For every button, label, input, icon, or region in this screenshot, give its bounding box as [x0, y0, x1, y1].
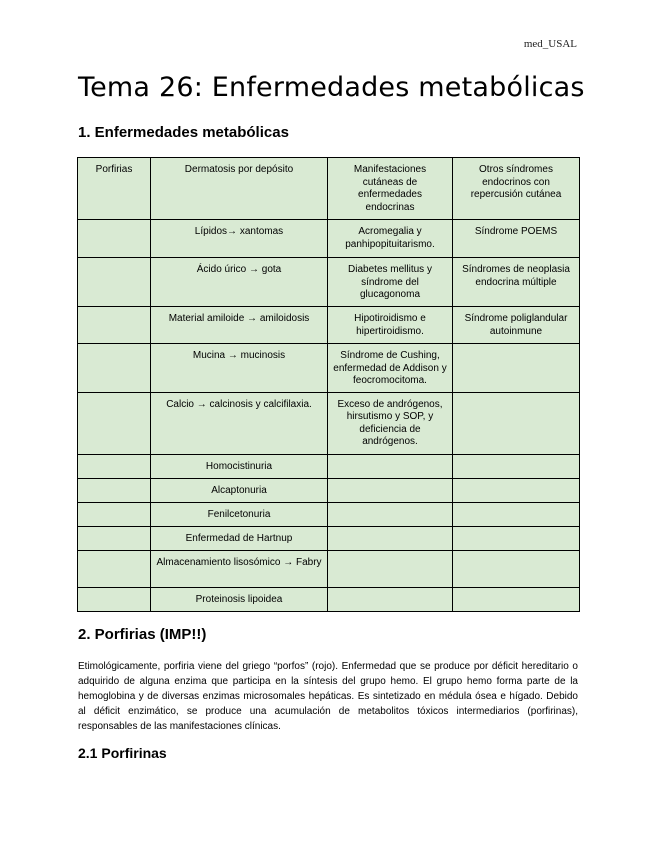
- table-cell: Diabetes mellitus y síndrome del glucagonoma: [328, 258, 453, 307]
- page-title: Tema 26: Enfermedades metabólicas: [78, 72, 585, 103]
- table-row: [78, 392, 580, 454]
- table-cell: [328, 454, 453, 478]
- section-heading-1: 1. Enfermedades metabólicas: [78, 124, 289, 141]
- table-row: [78, 502, 580, 526]
- table-cell: [78, 392, 151, 454]
- table-cell: Enfermedad de Hartnup: [151, 526, 328, 550]
- table-cell: [78, 526, 151, 550]
- table-row: [78, 307, 580, 344]
- table-cell: Síndrome de Cushing, enfermedad de Addison y feocromocitoma.: [328, 344, 453, 393]
- table-cell: [328, 478, 453, 502]
- table-cell: Calcio → calcinosis y calcifilaxia.: [151, 392, 328, 454]
- table-header-cell: Dermatosis por depósito: [151, 158, 328, 220]
- table-cell: [78, 550, 151, 587]
- table-cell: Mucina → mucinosis: [151, 344, 328, 393]
- table-row: [78, 478, 580, 502]
- table-row: [78, 344, 580, 393]
- table-cell: [78, 307, 151, 344]
- table-row: [78, 550, 580, 587]
- table-header-row: [78, 158, 580, 220]
- table-cell: [453, 526, 580, 550]
- table-cell: Acromegalia y panhipopituitarismo.: [328, 220, 453, 258]
- porfirias-paragraph: Etimológicamente, porfiria viene del griego “porfos” (rojo). Enfermedad que se produce por déficit hereditario o adquirido de alguna enzima que participa en la síntesis del grupo hemo. El grupo hemo forma parte de la hemoglobina y de diversas enzimas microsomales hepáticas. Es sintetizado en médula ósea e hígado. Debido al déficit enzimático, se produce una acumulación de metabolitos tóxicos intermediarios (porfirinas), responsables de las manifestaciones clínicas.: [78, 661, 578, 732]
- table-cell: Exceso de andrógenos, hirsutismo y SOP, y deficiencia de andrógenos.: [328, 392, 453, 454]
- table-cell: Síndromes de neoplasia endocrina múltiple: [453, 258, 580, 307]
- table-cell: Síndrome poliglandular autoinmune: [453, 307, 580, 344]
- table-cell: [78, 454, 151, 478]
- table-header-cell: Porfirias: [78, 158, 151, 220]
- table-cell: Almacenamiento lisosómico → Fabry: [151, 550, 328, 587]
- table-cell: [328, 587, 453, 611]
- table-cell: Material amiloide → amiloidosis: [151, 307, 328, 344]
- table-cell: [78, 220, 151, 258]
- table-row: [78, 258, 580, 307]
- header-note: med_USAL: [523, 38, 577, 50]
- table-cell: [453, 344, 580, 393]
- table-cell: [453, 502, 580, 526]
- section-heading-2: 2. Porfirias (IMP!!): [78, 626, 207, 643]
- table-row: [78, 526, 580, 550]
- table-cell: Lípidos→ xantomas: [151, 220, 328, 258]
- table-cell: [453, 550, 580, 587]
- table-cell: [328, 502, 453, 526]
- table-header-cell: Manifestaciones cutáneas de enfermedades endocrinas: [328, 158, 453, 220]
- table-cell: [453, 392, 580, 454]
- table-cell: [453, 587, 580, 611]
- table-cell: Fenilcetonuria: [151, 502, 328, 526]
- table-cell: Homocistinuria: [151, 454, 328, 478]
- table-cell: Alcaptonuria: [151, 478, 328, 502]
- table-cell: [78, 478, 151, 502]
- table-cell: [453, 478, 580, 502]
- table-cell: [78, 258, 151, 307]
- table-cell: [453, 454, 580, 478]
- table-cell: Hipotiroidismo e hipertiroidismo.: [328, 307, 453, 344]
- table-header-cell: Otros síndromes endocrinos con repercusión cutánea: [453, 158, 580, 220]
- table-cell: Síndrome POEMS: [453, 220, 580, 258]
- table-row: [78, 220, 580, 258]
- table-cell: [328, 526, 453, 550]
- table-cell: Proteinosis lipoidea: [151, 587, 328, 611]
- table-row: [78, 587, 580, 611]
- table-cell: [328, 550, 453, 587]
- subsection-heading-2-1: 2.1 Porfirinas: [78, 745, 167, 761]
- table-cell: Ácido úrico → gota: [151, 258, 328, 307]
- table-cell: [78, 344, 151, 393]
- table-row: [78, 454, 580, 478]
- metabolic-diseases-table: [77, 157, 580, 612]
- table-cell: [78, 587, 151, 611]
- table-cell: [78, 502, 151, 526]
